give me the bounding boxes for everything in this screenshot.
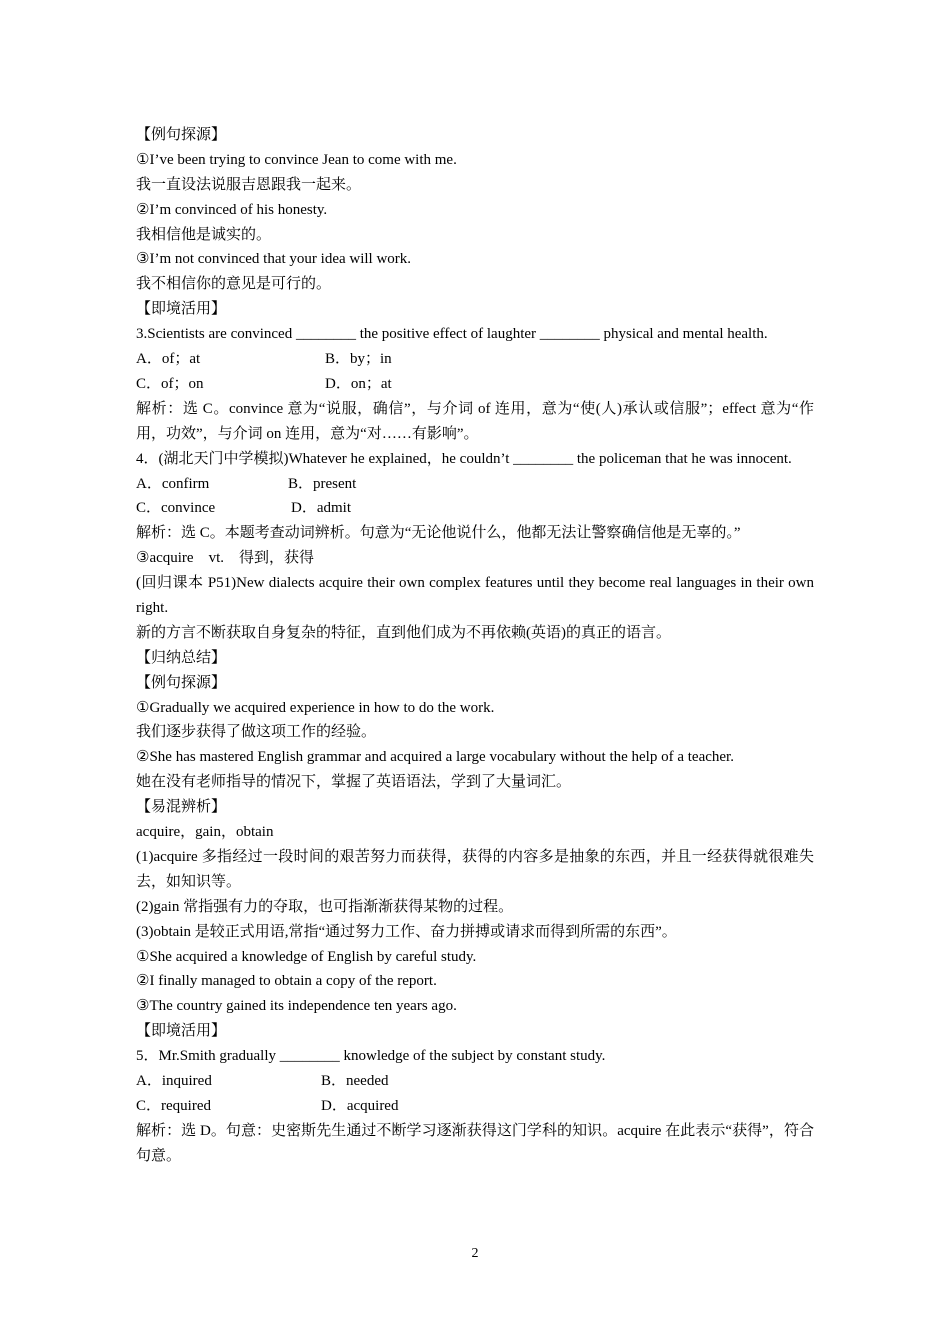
textbook-translation: 新的方言不断获取自身复杂的特征，直到他们成为不再依赖(英语)的真正的语言。: [136, 624, 671, 641]
answer-5: 解析：选 D。句意：史密斯先生通过不断学习逐渐获得这门学科的知识。acquire 在此表示“获得”，符合句意。: [136, 1122, 814, 1164]
question-4-options-row-1: [136, 472, 814, 497]
option-b: B．by；in: [325, 351, 392, 368]
example-sentence: ②She has mastered English grammar and acquired a large vocabulary without the help of a teacher.: [136, 749, 734, 766]
example-sentence: ①I’ve been trying to convince Jean to come with me.: [136, 151, 457, 168]
option-a: A．of；at: [136, 351, 201, 368]
textbook-example: (回归课本 P51)New dialects acquire their own complex features until they become real languages in their own right.: [136, 575, 814, 616]
example-sentence: ②I’m convinced of his honesty.: [136, 201, 328, 218]
question-4: 4．(湖北天门中学模拟)Whatever he explained，he couldn’t ________ the policeman that he was innocent.: [136, 450, 792, 467]
option-c: C．of；on: [136, 375, 204, 392]
example-translation: 我一直设法说服吉恩跟我一起来。: [136, 176, 362, 193]
question-5: 5．Mr.Smith gradually ________ knowledge of the subject by constant study.: [136, 1048, 606, 1065]
document-body: [136, 123, 814, 1169]
example-sentence: ③The country gained its independence ten years ago.: [136, 998, 457, 1015]
question-5-options-row-1: [136, 1069, 814, 1094]
option-a: A．inquired: [136, 1072, 212, 1089]
question-4-options-row-2: [136, 496, 814, 521]
section-heading: 【易混辨析】: [136, 799, 227, 816]
section-heading: 【例句探源】: [136, 127, 227, 143]
example-sentence: ①She acquired a knowledge of English by careful study.: [136, 948, 477, 965]
page-number: 2: [471, 1246, 479, 1261]
comparison-words: acquire，gain，obtain: [136, 824, 274, 841]
option-b: B．needed: [321, 1072, 389, 1089]
example-sentence: ③I’m not convinced that your idea will work.: [136, 251, 412, 268]
question-3-options-row-2: [136, 372, 814, 397]
example-sentence: ①Gradually we acquired experience in how to do the work.: [136, 699, 495, 716]
option-d: D．on；at: [325, 375, 392, 392]
comparison-item: (2)gain 常指强有力的夺取，也可指渐渐获得某物的过程。: [136, 898, 514, 915]
section-heading: 【即境活用】: [136, 301, 227, 318]
option-b: B．present: [288, 475, 357, 492]
vocab-entry: ③acquire vt. 得到，获得: [136, 550, 315, 567]
option-d: D．acquired: [321, 1097, 399, 1114]
question-3-options-row-1: [136, 347, 814, 372]
section-heading: 【归纳总结】: [136, 649, 227, 666]
comparison-item: (3)obtain 是较正式用语,常指“通过努力工作、奋力拼搏或请求而得到所需的东西”。: [136, 923, 677, 940]
option-d: D．admit: [291, 500, 351, 517]
option-c: C．convince: [136, 500, 216, 517]
section-heading: 【例句探源】: [136, 674, 227, 691]
example-sentence: ②I finally managed to obtain a copy of the report.: [136, 973, 437, 990]
example-translation: 我们逐步获得了做这项工作的经验。: [136, 724, 377, 741]
question-3: 3.Scientists are convinced ________ the positive effect of laughter ________ physical and mental health.: [136, 326, 768, 343]
comparison-item: (1)acquire 多指经过一段时间的艰苦努力而获得，获得的内容多是抽象的东西，并且一经获得就很难失去，如知识等。: [136, 848, 814, 890]
example-translation: 她在没有老师指导的情况下，掌握了英语语法，学到了大量词汇。: [136, 774, 572, 791]
option-c: C．required: [136, 1097, 211, 1114]
option-a: A．confirm: [136, 475, 210, 492]
example-translation: 我不相信你的意见是可行的。: [136, 276, 332, 293]
section-heading: 【即境活用】: [136, 1023, 227, 1040]
example-translation: 我相信他是诚实的。: [136, 226, 272, 243]
question-5-options-row-2: [136, 1094, 814, 1119]
answer-3: 解析：选 C。convince 意为“说服，确信”，与介词 of 连用，意为“使(人)承认或信服”；effect 意为“作用，功效”，与介词 on 连用，意为“对……有影响”。: [136, 400, 814, 442]
answer-4: 解析：选 C。本题考查动词辨析。句意为“无论他说什么，他都无法让警察确信他是无辜的。”: [136, 525, 741, 542]
